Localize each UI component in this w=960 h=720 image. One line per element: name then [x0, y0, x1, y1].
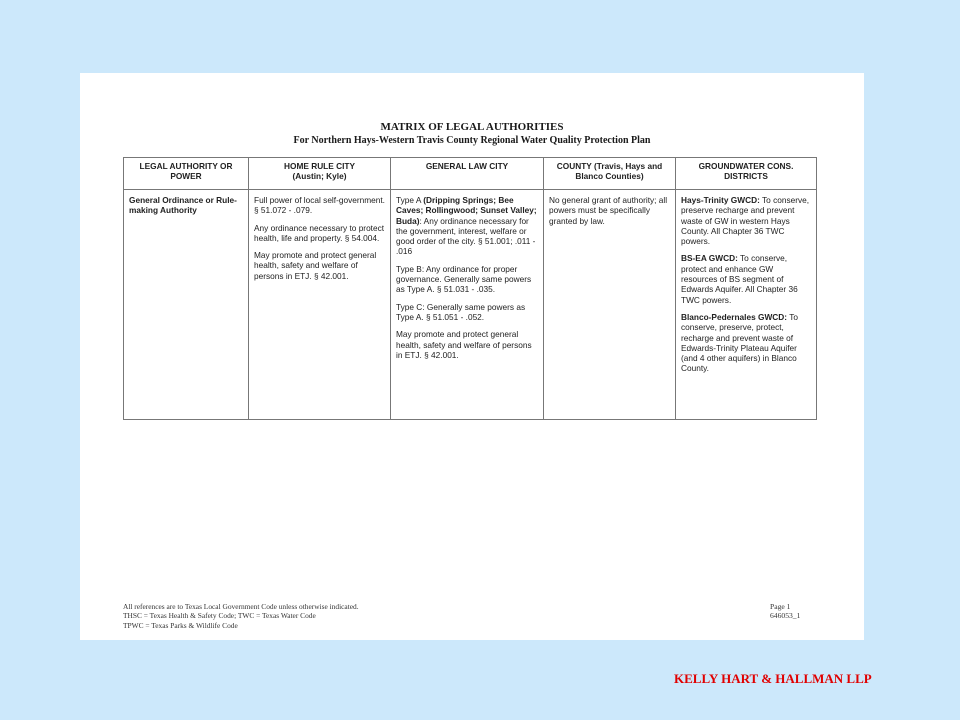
document-subtitle: For Northern Hays-Western Travis County Regional Water Quality Protection Plan: [293, 135, 651, 146]
district-paragraph: Hays-Trinity GWCD: To conserve, preserve recharge and prevent waste of GW in western Hays County. All Chapter 36 TWC powers.: [681, 195, 810, 247]
header-county: COUNTY (Travis, Hays and Blanco Counties): [544, 158, 676, 190]
footer-page-info: [770, 602, 800, 621]
county-paragraph: No general grant of authority; all powers must be specifically granted by law.: [549, 195, 668, 226]
legal-authorities-table: [123, 157, 817, 420]
footer-note: TPWC = Texas Parks & Wildlife Code: [123, 620, 238, 630]
cell-authority: General Ordinance or Rule-making Authority: [124, 190, 249, 420]
type-a-paragraph: Type A (Dripping Springs; Bee Caves; Rollingwood; Sunset Valley; Buda): Any ordinance necessary for the government, interest, welfare or good order of the city. § 51.001; .011 - .016: [396, 195, 537, 257]
home-rule-paragraph: May promote and protect general health, safety and welfare of persons in ETJ. § 42.001.: [254, 250, 377, 281]
document-id: 646053_1: [770, 611, 801, 621]
firm-name: KELLY HART & HALLMAN LLP: [674, 671, 872, 686]
header-home-rule-city: HOME RULE CITY (Austin; Kyle): [249, 158, 391, 190]
table-header-row: [124, 158, 817, 190]
table-row: [124, 190, 817, 420]
document-page: [80, 73, 864, 640]
home-rule-paragraph: Any ordinance necessary to protect health, life and property. § 54.004.: [254, 222, 385, 243]
header-legal-authority: LEGAL AUTHORITY OR POWER: [124, 158, 249, 190]
cell-home-rule-city: [249, 190, 391, 420]
district-paragraph: BS-EA GWCD: To conserve, protect and enhance GW resources of BS segment of Edwards Aquifer. All Chapter 36 TWC powers.: [681, 253, 798, 305]
document-title: MATRIX OF LEGAL AUTHORITIES: [380, 121, 564, 133]
footer-note: THSC = Texas Health & Safety Code; TWC = Texas Water Code: [123, 611, 316, 621]
type-c-paragraph: Type C: Generally same powers as Type A. § 51.051 - .052.: [396, 301, 526, 322]
footer-note: All references are to Texas Local Government Code unless otherwise indicated.: [123, 602, 359, 611]
district-paragraph: Blanco-Pedernales GWCD: To conserve, preserve, protect, recharge and prevent waste of Edwards-Trinity Plateau Aquifer (and 4 other aquifers) in Blanco County.: [681, 311, 798, 374]
type-b-paragraph: Type B: Any ordinance for proper governance. Generally same powers as Type A. § 51.031 - .035.: [396, 263, 532, 295]
cell-general-law-city: [391, 190, 544, 420]
header-general-law-city: GENERAL LAW CITY: [391, 158, 544, 190]
cell-county: [544, 190, 676, 420]
home-rule-paragraph: Full power of local self-government. § 51.072 - .079.: [254, 195, 385, 216]
footer-notes: [123, 602, 359, 630]
etj-paragraph: May promote and protect general health, safety and welfare of persons in ETJ. § 42.001.: [396, 329, 532, 360]
cell-groundwater-districts: [676, 190, 817, 420]
page-number: Page 1: [770, 602, 791, 611]
header-groundwater-districts: GROUNDWATER CONS. DISTRICTS: [676, 158, 817, 190]
